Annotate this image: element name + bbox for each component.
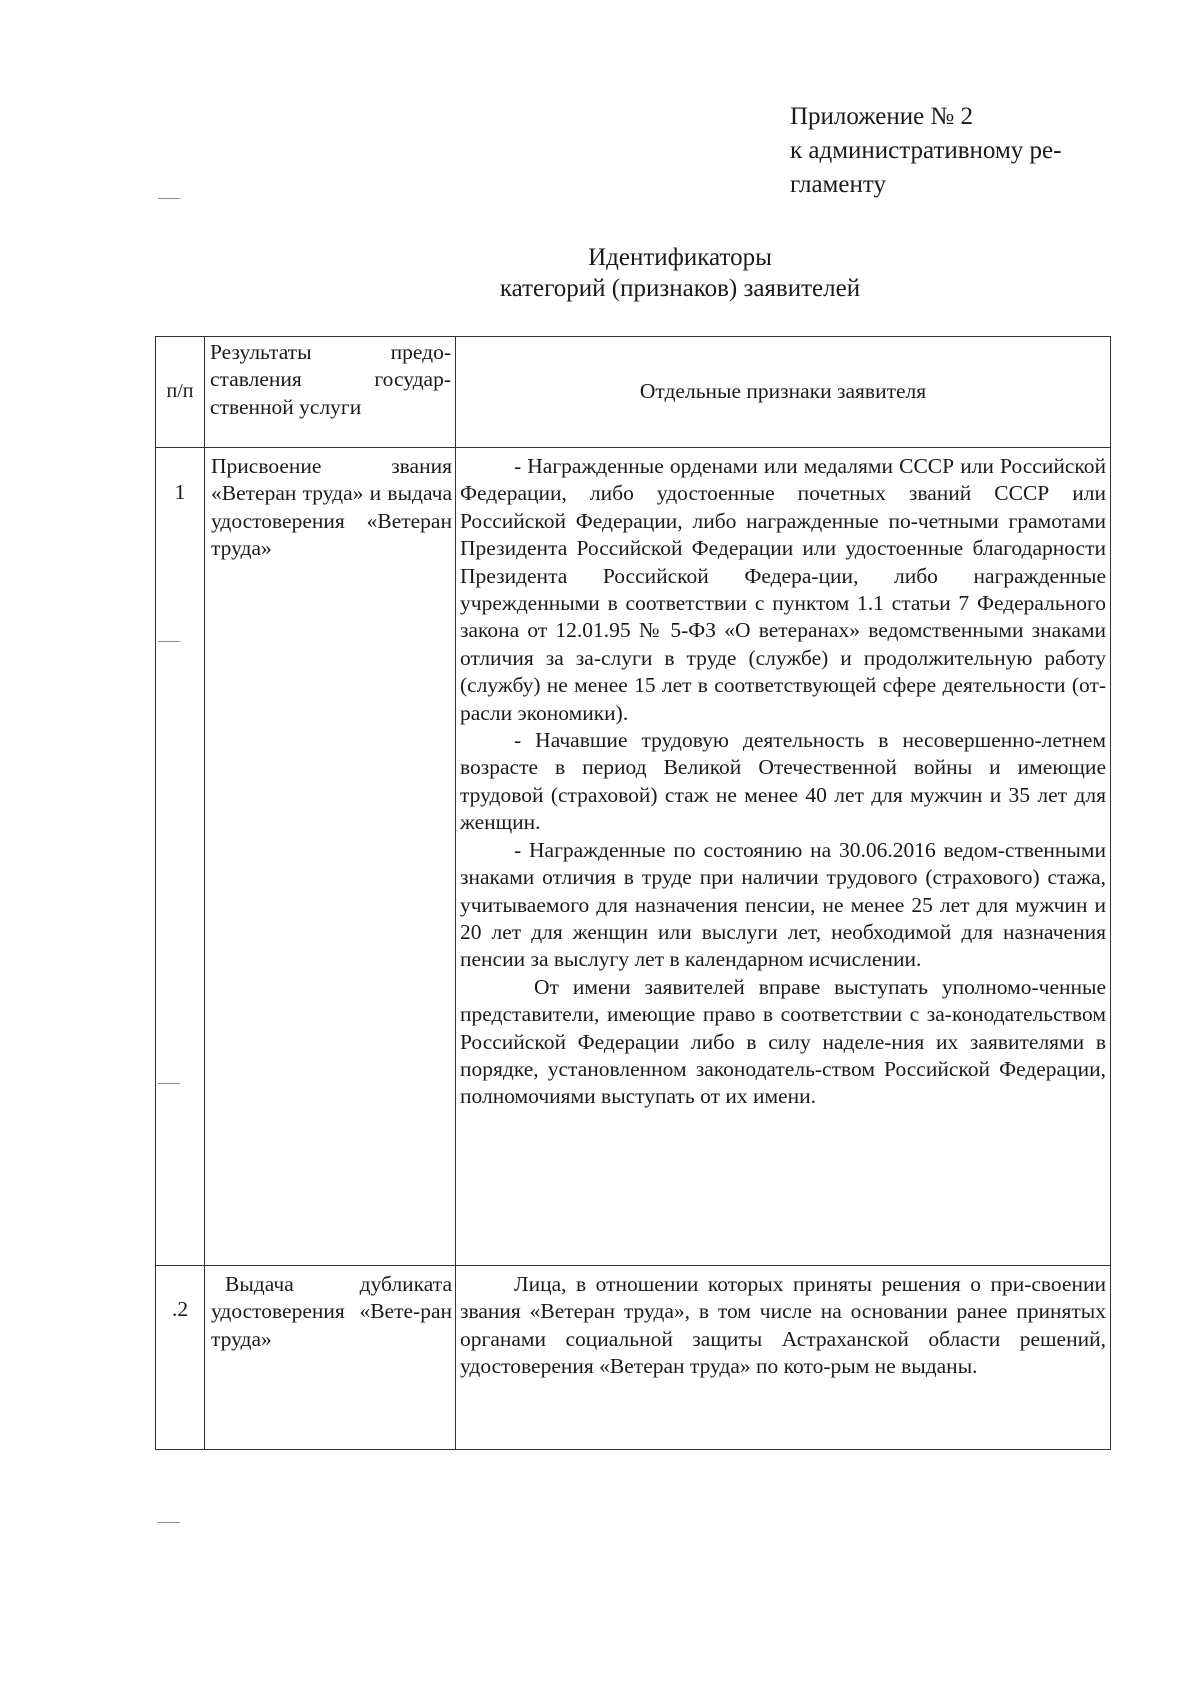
appendix-line-1: Приложение № 2 — [790, 103, 974, 130]
row-result: Выдача дубликата удостоверения «Вете-ран труда» — [205, 1266, 456, 1450]
row-signs — [456, 1266, 1111, 1450]
header-number: п/п — [156, 337, 205, 448]
document-title — [400, 242, 960, 304]
row-signs — [456, 448, 1111, 1266]
sign-paragraph: - Начавшие трудовую деятельность в несовершенно-летнем возрасте в период Великой Отечественной войны и имеющие трудовой (страховой) стаж не менее 40 лет для мужчин и 35 лет для женщин. — [460, 728, 1106, 835]
sign-paragraph: - Награжденные по состоянию на 30.06.2016 ведом-ственными знаками отличия в труде при наличии трудового (страхового) стажа, учитываемого для назначения пенсии, не менее 25 лет для мужчин и 20 лет для женщин или выслуги лет, необходимой для назначения пенсии за выслугу лет в календарном исчислении. — [460, 837, 1106, 972]
row-number: 1 — [156, 448, 205, 1266]
sign-paragraph: От имени заявителей вправе выступать уполномо-ченные представители, имеющие право в соответствии с за-конодательством Российской Федерации либо в силу наделе-ния их заявителями в порядке, установленном законодатель-ством Российской Федерации, полномочиями выступать от их имени. — [460, 974, 1106, 1109]
appendix-caption — [790, 100, 1120, 202]
title-line-1: Идентификаторы — [588, 244, 772, 271]
appendix-line-2: к административному ре- — [790, 137, 1062, 164]
sign-paragraph: Лица, в отношении которых приняты решения о при-своении звания «Ветеран труда», в том числе на основании ранее принятых органами социальной защиты Астраханской области решений, удостоверения «Ветеран труда» по кото-рым не выданы. — [460, 1272, 1106, 1379]
row-number: .2 — [156, 1266, 205, 1450]
table-header-row — [156, 337, 1111, 448]
sign-paragraph: - Награжденные орденами или медалями СССР или Российской Федерации, либо удостоенные почетных званий СССР или Российской Федерации, либо награжденные по-четными грамотами Президента Российской Федерации или удостоенные благодарности Президента Российской Федера-ции, либо награжденные учрежденными в соответствии с пунктом 1.1 статьи 7 Федерального закона от 12.01.95 № 5-ФЗ «О ветеранах» ведомственными знаками отличия за за-слуги в труде (службе) и продолжительную работу (службу) не менее 15 лет в соответствующей сфере деятельности (от-расли экономики). — [460, 454, 1106, 725]
table-row — [156, 448, 1111, 1266]
title-line-2: категорий (признаков) заявителей — [499, 275, 861, 302]
header-result: Результаты предо-ставления государ-ственной услуги — [205, 337, 456, 448]
row-result: Присвоение звания «Ветеран труда» и выдача удостоверения «Ветеран труда» — [205, 448, 456, 1266]
appendix-line-3: гламенту — [790, 171, 886, 198]
margin-mark — [158, 1522, 180, 1523]
table-row — [156, 1266, 1111, 1450]
header-signs: Отдельные признаки заявителя — [456, 337, 1111, 448]
applicant-categories-table — [155, 336, 1111, 1450]
margin-mark — [158, 198, 180, 199]
